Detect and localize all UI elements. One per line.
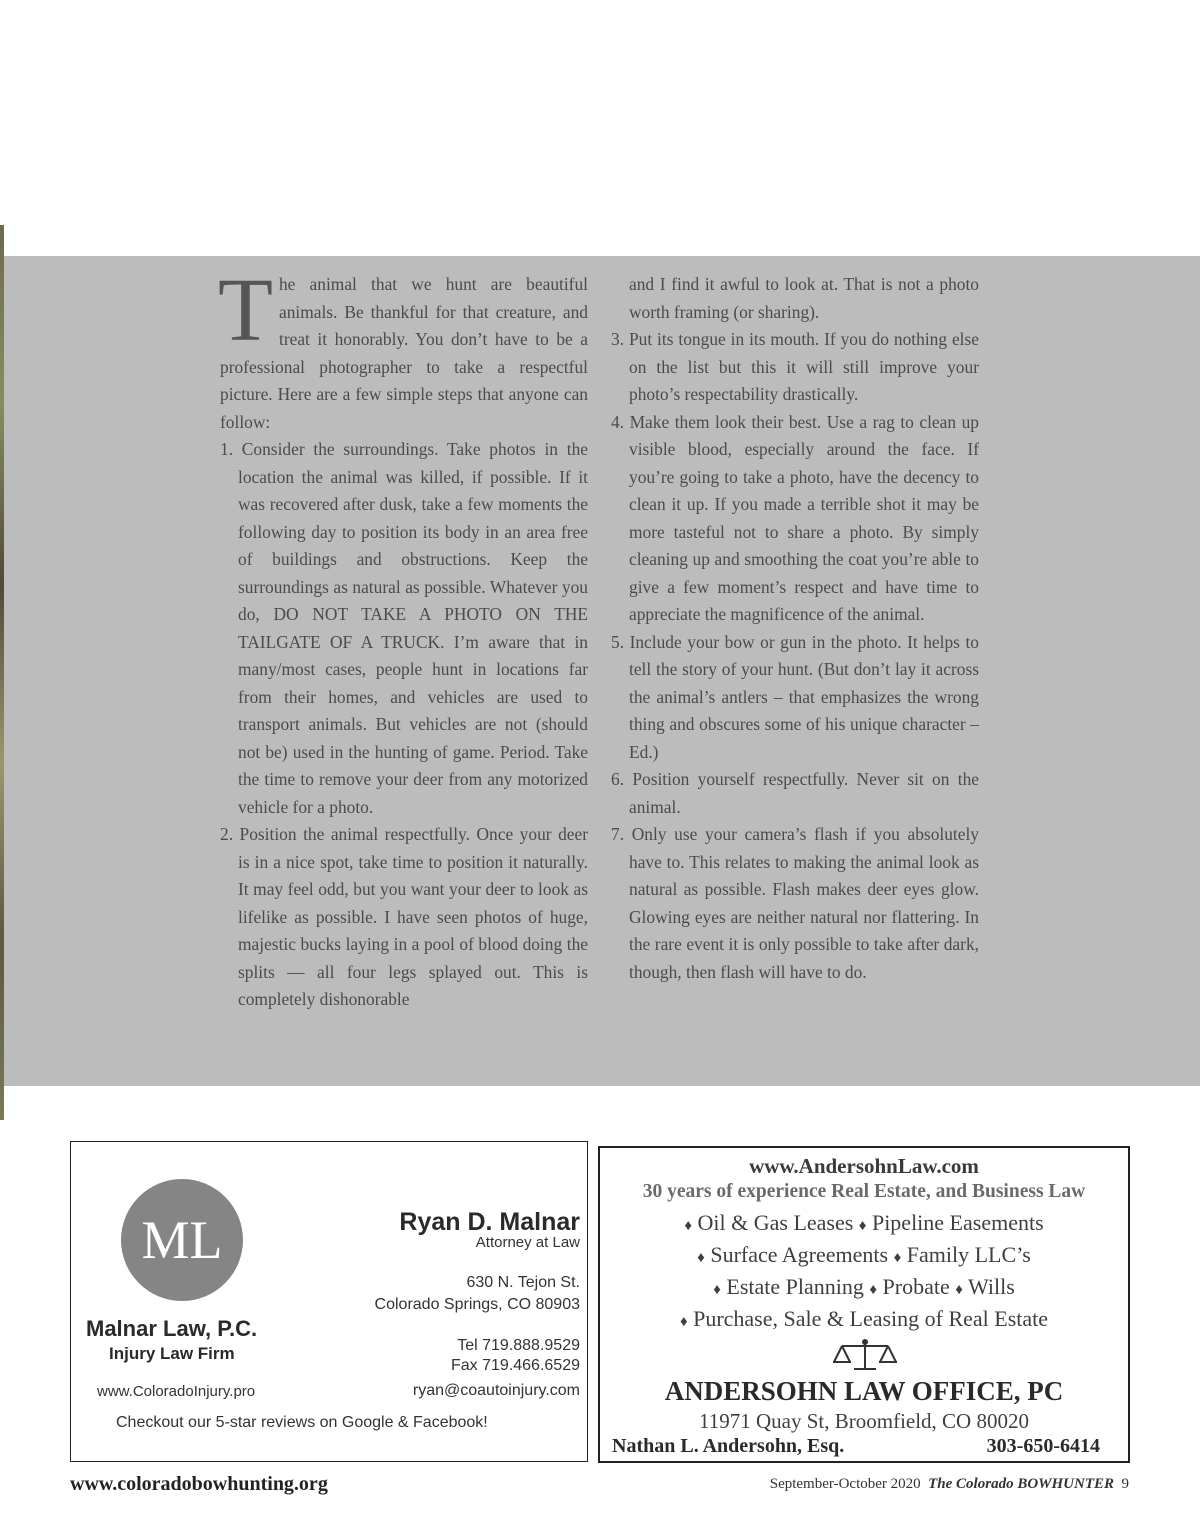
fax: Fax 719.466.6529	[451, 1357, 580, 1374]
services-row-1	[600, 1210, 1128, 1236]
email-link[interactable]: ryan@coautoinjury.com	[412, 1382, 580, 1399]
article-column-left	[218, 261, 588, 1014]
city-address: Colorado Springs, CO 80903	[374, 1296, 580, 1313]
reviews-note: Checkout our 5-star reviews on Google & Facebook!	[116, 1414, 488, 1431]
diamond-bullet-icon: ♦	[684, 1218, 692, 1234]
services-row-3	[600, 1274, 1128, 1300]
service-wills: Wills	[967, 1274, 1015, 1299]
service-llc: Family LLC’s	[906, 1242, 1031, 1267]
malnar-website-link[interactable]: www.ColoradoInjury.pro	[97, 1383, 256, 1400]
service-estate: Estate Planning	[726, 1274, 864, 1299]
attorney-title: Attorney at Law	[475, 1234, 580, 1251]
diamond-bullet-icon: ♦	[858, 1218, 867, 1234]
diamond-bullet-icon: ♦	[869, 1282, 878, 1298]
drop-cap: T	[218, 261, 273, 360]
firm-subtitle: Injury Law Firm	[109, 1344, 235, 1363]
office-name: ANDERSOHN LAW OFFICE, PC	[664, 1376, 1064, 1406]
telephone: Tel 719.888.9529	[457, 1337, 580, 1354]
list-item-6: 6. Position yourself respectfully. Never sit on the animal.	[611, 769, 979, 817]
phone-number[interactable]: 303-650-6414	[986, 1435, 1100, 1457]
service-surface: Surface Agreements	[710, 1242, 889, 1267]
diamond-bullet-icon: ♦	[697, 1250, 705, 1266]
diamond-bullet-icon: ♦	[679, 1314, 688, 1330]
service-probate: Probate	[882, 1274, 950, 1299]
services-row-2	[600, 1242, 1128, 1268]
issue-date: September-October 2020	[769, 1476, 921, 1492]
attorney-andersohn: Nathan L. Andersohn, Esq.	[612, 1435, 845, 1457]
footer-issue-info	[770, 1476, 1129, 1493]
ml-logo: ML	[121, 1179, 243, 1301]
list-item-7: 7. Only use your camera’s flash if you absolutely have to. This relates to making the animal look as natural as possible. Flash makes deer eyes glow. Glowing eyes are neither natural nor flattering. In the rare event it is only possible to take after dark, though, then flash will have to do.	[611, 824, 979, 982]
page-number: 9	[1121, 1476, 1129, 1492]
list-item-3: 3. Put its tongue in its mouth. If you do nothing else on the list but this it will still improve your photo’s respectability drastically.	[611, 329, 979, 404]
service-pipeline: Pipeline Easements	[871, 1210, 1044, 1235]
list-item-1: 1. Consider the surroundings. Take photos in the location the animal was killed, if possible. If it was recovered after dusk, take a few moments the following day to position its body in an area free of buildings and obstructions. Keep the surroundings as natural as possible. Whatever you do, DO NOT TAKE A PHOTO ON THE TAILGATE OF A TRUCK. I’m aware that in many/most cases, people hunt in locations far from their homes, and vehicles are used to transport animals. But vehicles are not (should not be) used in the hunting of game. Period. Take the time to remove your deer from any motorized vehicle for a photo.	[220, 439, 588, 817]
article-column-right	[611, 271, 979, 986]
list-item-4: 4. Make them look their best. Use a rag to clean up visible blood, especially around the face. If you’re going to take a photo, have the decency to clean it up. If you made a terrible shot it may be more tasteful not to share a photo. By simply cleaning up and smoothing the coat you’re able to give a few moment’s respect and have time to appreciate the magnificence of the animal.	[611, 411, 979, 624]
scales-of-justice-icon	[832, 1338, 898, 1372]
diamond-bullet-icon: ♦	[893, 1250, 902, 1266]
magazine-name: The Colorado BOWHUNTER	[928, 1476, 1114, 1492]
list-item-5: 5. Include your bow or gun in the photo. It helps to tell the story of your hunt. (But don’t lay it across the animal’s antlers – that emphasizes the wrong thing and obscures some of his unique character – Ed.)	[611, 631, 979, 762]
street-address: 630 N. Tejon St.	[466, 1274, 580, 1291]
diamond-bullet-icon: ♦	[955, 1282, 963, 1298]
service-real-estate: Purchase, Sale & Leasing of Real Estate	[693, 1306, 1049, 1331]
attorney-name: Ryan D. Malnar	[399, 1208, 580, 1236]
list-item-2: 2. Position the animal respectfully. Once your deer is in a nice spot, take time to position it naturally. It may feel odd, but you want your deer to look as lifelike as possible. I have seen photos of huge, majestic bucks laying in a pool of blood doing the splits — all four legs splayed out. This is completely dishonorable	[220, 824, 588, 1009]
diamond-bullet-icon: ♦	[713, 1282, 721, 1298]
andersohn-tagline: 30 years of experience Real Estate, and Business Law	[642, 1181, 1086, 1202]
list-item-2-continued: and I find it awful to look at. That is not a photo worth framing (or sharing).	[629, 274, 979, 322]
malnar-law-ad[interactable]	[70, 1141, 588, 1462]
andersohn-law-ad[interactable]	[598, 1146, 1130, 1463]
service-oil-gas: Oil & Gas Leases	[697, 1210, 854, 1235]
intro-text: he animal that we hunt are beautiful animals. Be thankful for that creature, and treat it honorably. You don’t have to be a professional photographer to take a respectful picture. Here are a few simple steps that anyone can follow:	[220, 274, 588, 432]
article-intro	[218, 261, 588, 436]
firm-name: Malnar Law, P.C.	[86, 1316, 258, 1341]
footer-website-link[interactable]: www.coloradobowhunting.org	[70, 1473, 328, 1495]
andersohn-website-link[interactable]: www.AndersohnLaw.com	[749, 1154, 979, 1178]
sidebar-panel	[4, 256, 1200, 1086]
services-row-4	[600, 1306, 1128, 1332]
office-address: 11971 Quay St, Broomfield, CO 80020	[699, 1409, 1029, 1433]
